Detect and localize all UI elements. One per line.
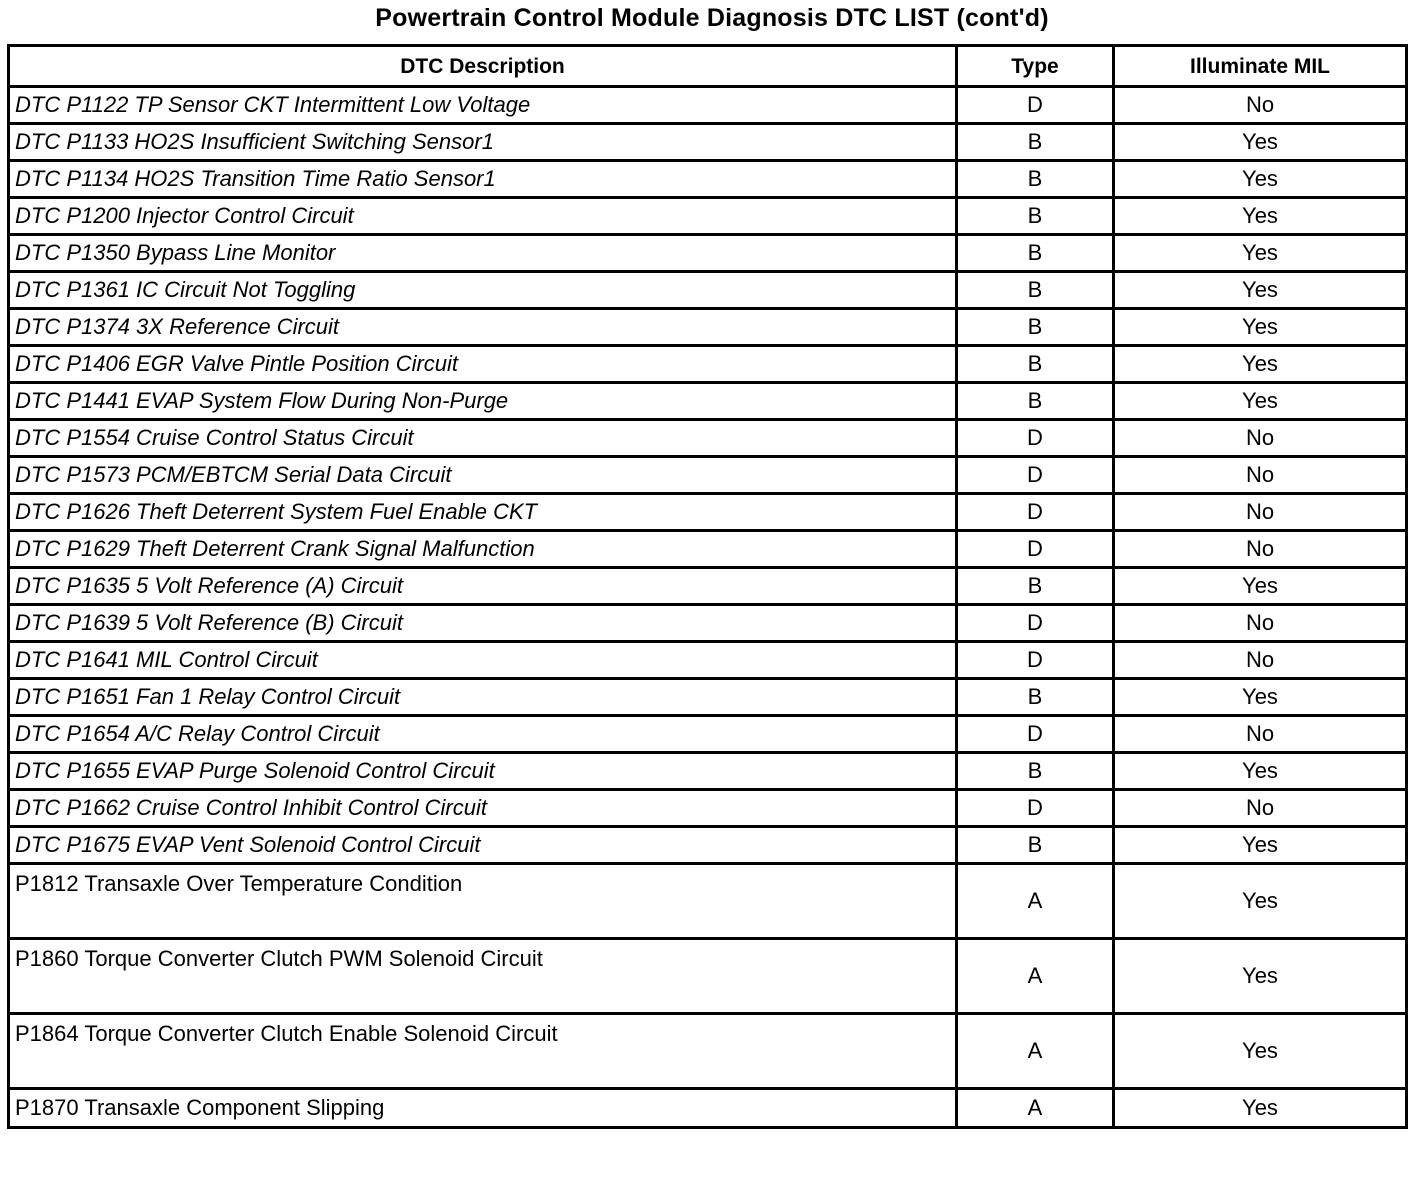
- table-row: [9, 939, 1407, 1014]
- dtc-description: DTC P1651 Fan 1 Relay Control Circuit: [9, 679, 957, 716]
- dtc-mil: No: [1114, 605, 1407, 642]
- dtc-description: P1812 Transaxle Over Temperature Condition: [9, 864, 957, 939]
- dtc-mil: Yes: [1114, 383, 1407, 420]
- dtc-description: DTC P1675 EVAP Vent Solenoid Control Circuit: [9, 827, 957, 864]
- dtc-type: D: [957, 716, 1114, 753]
- table-row: [9, 679, 1407, 716]
- dtc-type: D: [957, 420, 1114, 457]
- header-illuminate-mil: Illuminate MIL: [1114, 46, 1407, 87]
- dtc-description: DTC P1554 Cruise Control Status Circuit: [9, 420, 957, 457]
- table-row: [9, 87, 1407, 124]
- dtc-type: B: [957, 272, 1114, 309]
- dtc-type: B: [957, 235, 1114, 272]
- page-title: Powertrain Control Module Diagnosis DTC LIST (cont'd): [375, 4, 1049, 32]
- dtc-mil: Yes: [1114, 568, 1407, 605]
- dtc-mil: No: [1114, 457, 1407, 494]
- table-row: [9, 605, 1407, 642]
- dtc-description: DTC P1441 EVAP System Flow During Non-Purge: [9, 383, 957, 420]
- dtc-type: A: [957, 864, 1114, 939]
- dtc-mil: Yes: [1114, 235, 1407, 272]
- dtc-description: P1870 Transaxle Component Slipping: [9, 1089, 957, 1128]
- dtc-type: B: [957, 309, 1114, 346]
- table-row: [9, 753, 1407, 790]
- table-row: [9, 494, 1407, 531]
- table-row: [9, 568, 1407, 605]
- dtc-description: DTC P1641 MIL Control Circuit: [9, 642, 957, 679]
- table-row: [9, 531, 1407, 568]
- dtc-description: P1864 Torque Converter Clutch Enable Solenoid Circuit: [9, 1014, 957, 1089]
- header-dtc-description: DTC Description: [9, 46, 957, 87]
- dtc-mil: Yes: [1114, 679, 1407, 716]
- dtc-table: [7, 44, 1408, 1129]
- dtc-description: DTC P1361 IC Circuit Not Toggling: [9, 272, 957, 309]
- header-type: Type: [957, 46, 1114, 87]
- dtc-description: DTC P1655 EVAP Purge Solenoid Control Circuit: [9, 753, 957, 790]
- dtc-mil: Yes: [1114, 1089, 1407, 1128]
- dtc-mil: Yes: [1114, 161, 1407, 198]
- dtc-description: DTC P1662 Cruise Control Inhibit Control Circuit: [9, 790, 957, 827]
- table-row: [9, 716, 1407, 753]
- dtc-description: DTC P1200 Injector Control Circuit: [9, 198, 957, 235]
- dtc-type: B: [957, 346, 1114, 383]
- dtc-type: B: [957, 198, 1114, 235]
- dtc-mil: No: [1114, 790, 1407, 827]
- table-row: [9, 272, 1407, 309]
- dtc-mil: Yes: [1114, 939, 1407, 1014]
- dtc-mil: No: [1114, 87, 1407, 124]
- table-row: [9, 457, 1407, 494]
- dtc-type: B: [957, 161, 1114, 198]
- dtc-type: D: [957, 605, 1114, 642]
- dtc-description: DTC P1122 TP Sensor CKT Intermittent Low Voltage: [9, 87, 957, 124]
- dtc-mil: No: [1114, 716, 1407, 753]
- dtc-mil: Yes: [1114, 827, 1407, 864]
- dtc-description: DTC P1406 EGR Valve Pintle Position Circuit: [9, 346, 957, 383]
- dtc-description: DTC P1133 HO2S Insufficient Switching Sensor1: [9, 124, 957, 161]
- table-header-row: [9, 46, 1407, 87]
- dtc-description: DTC P1626 Theft Deterrent System Fuel Enable CKT: [9, 494, 957, 531]
- dtc-type: B: [957, 383, 1114, 420]
- dtc-description: P1860 Torque Converter Clutch PWM Solenoid Circuit: [9, 939, 957, 1014]
- table-row: [9, 235, 1407, 272]
- dtc-mil: Yes: [1114, 198, 1407, 235]
- table-row: [9, 864, 1407, 939]
- dtc-type: B: [957, 568, 1114, 605]
- dtc-description: DTC P1374 3X Reference Circuit: [9, 309, 957, 346]
- dtc-type: B: [957, 827, 1114, 864]
- dtc-description: DTC P1635 5 Volt Reference (A) Circuit: [9, 568, 957, 605]
- dtc-type: A: [957, 1014, 1114, 1089]
- dtc-mil: Yes: [1114, 309, 1407, 346]
- dtc-description: DTC P1350 Bypass Line Monitor: [9, 235, 957, 272]
- table-row: [9, 790, 1407, 827]
- dtc-description: DTC P1654 A/C Relay Control Circuit: [9, 716, 957, 753]
- dtc-mil: No: [1114, 494, 1407, 531]
- dtc-mil: No: [1114, 642, 1407, 679]
- dtc-type: D: [957, 87, 1114, 124]
- table-row: [9, 1089, 1407, 1128]
- table-row: [9, 161, 1407, 198]
- table-row: [9, 383, 1407, 420]
- dtc-type: B: [957, 124, 1114, 161]
- dtc-mil: No: [1114, 420, 1407, 457]
- dtc-mil: Yes: [1114, 864, 1407, 939]
- table-row: [9, 642, 1407, 679]
- dtc-mil: Yes: [1114, 346, 1407, 383]
- dtc-type: D: [957, 457, 1114, 494]
- dtc-type: D: [957, 642, 1114, 679]
- dtc-mil: Yes: [1114, 753, 1407, 790]
- table-row: [9, 124, 1407, 161]
- table-row: [9, 827, 1407, 864]
- dtc-type: D: [957, 531, 1114, 568]
- dtc-type: D: [957, 494, 1114, 531]
- table-row: [9, 420, 1407, 457]
- dtc-type: A: [957, 1089, 1114, 1128]
- dtc-description: DTC P1629 Theft Deterrent Crank Signal Malfunction: [9, 531, 957, 568]
- dtc-type: A: [957, 939, 1114, 1014]
- dtc-mil: Yes: [1114, 124, 1407, 161]
- dtc-type: B: [957, 753, 1114, 790]
- dtc-description: DTC P1134 HO2S Transition Time Ratio Sensor1: [9, 161, 957, 198]
- dtc-type: B: [957, 679, 1114, 716]
- dtc-mil: Yes: [1114, 1014, 1407, 1089]
- table-row: [9, 198, 1407, 235]
- dtc-description: DTC P1639 5 Volt Reference (B) Circuit: [9, 605, 957, 642]
- dtc-type: D: [957, 790, 1114, 827]
- dtc-mil: Yes: [1114, 272, 1407, 309]
- dtc-mil: No: [1114, 531, 1407, 568]
- table-row: [9, 1014, 1407, 1089]
- table-row: [9, 309, 1407, 346]
- table-row: [9, 346, 1407, 383]
- dtc-description: DTC P1573 PCM/EBTCM Serial Data Circuit: [9, 457, 957, 494]
